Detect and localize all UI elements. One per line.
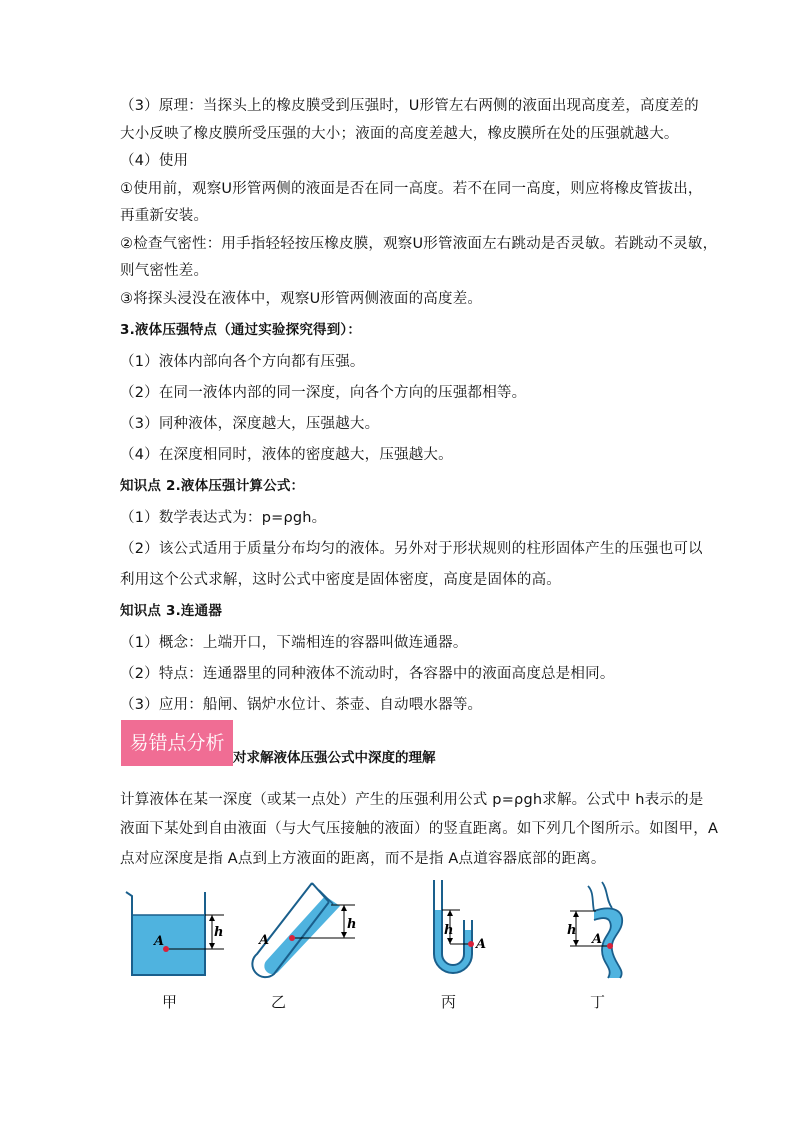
text-line-feature-3: （3）同种液体，深度越大，压强越大。 bbox=[120, 416, 380, 432]
text-line-use-1a: ①使用前，观察U形管两侧的液面是否在同一高度。若不在同一高度，则应将橡皮管拔出， bbox=[120, 181, 703, 197]
text-line-use-3: ③将探头浸没在液体中，观察U形管两侧液面的高度差。 bbox=[120, 291, 483, 307]
text-line-formula-1: （1）数学表达式为：p=ρgh。 bbox=[120, 510, 327, 526]
figure-ding-point-label: A bbox=[592, 932, 603, 947]
error-analysis-badge: 易错点分析 bbox=[121, 720, 233, 766]
figure-yi-tilted-tube bbox=[247, 878, 372, 980]
text-line-use-heading: （4）使用 bbox=[120, 153, 189, 169]
caption-ding: 丁 bbox=[590, 993, 606, 1011]
text-line-principle-2: 大小反映了橡皮膜所受压强的大小；液面的高度差越大，橡皮膜所在处的压强就越大。 bbox=[120, 126, 679, 142]
text-line-principle-1: （3）原理：当探头上的橡皮膜受到压强时，U形管左右两侧的液面出现高度差，高度差的 bbox=[120, 98, 699, 114]
figure-ding-curved-tube bbox=[566, 878, 636, 980]
text-line-depth-3: 点对应深度是指 A点到上方液面的距离，而不是指 A点道容器底部的距离。 bbox=[120, 851, 606, 867]
caption-bing: 丙 bbox=[441, 993, 457, 1011]
figure-yi-point-label: A bbox=[259, 933, 270, 948]
figure-jia-point-label: A bbox=[154, 934, 165, 949]
figure-jia-beaker bbox=[120, 878, 230, 980]
text-line-use-2b: 则气密性差。 bbox=[120, 263, 209, 279]
figure-ding-height-label: h bbox=[567, 923, 577, 938]
figure-jia-height-label: h bbox=[214, 925, 224, 940]
text-line-formula-2a: （2）该公式适用于质量分布均匀的液体。另外对于形状规则的柱形固体产生的压强也可以 bbox=[120, 541, 703, 557]
text-line-vessel-2: （2）特点：连通器里的同种液体不流动时，各容器中的液面高度总是相同。 bbox=[120, 666, 615, 682]
text-line-feature-1: （1）液体内部向各个方向都有压强。 bbox=[120, 354, 365, 370]
text-line-vessel-1: （1）概念：上端开口，下端相连的容器叫做连通器。 bbox=[120, 635, 468, 651]
error-analysis-title: 对求解液体压强公式中深度的理解 bbox=[233, 750, 436, 766]
figure-bing-u-tube bbox=[420, 878, 500, 980]
text-line-use-1b: 再重新安装。 bbox=[120, 208, 209, 224]
text-line-feature-4: （4）在深度相同时，液体的密度越大，压强越大。 bbox=[120, 447, 453, 463]
heading-knowledge-3: 知识点 3.连通器 bbox=[120, 603, 223, 619]
text-line-feature-2: （2）在同一液体内部的同一深度，向各个方向的压强都相等。 bbox=[120, 385, 527, 401]
figure-bing-point-label: A bbox=[476, 937, 487, 952]
caption-jia: 甲 bbox=[162, 993, 178, 1011]
caption-yi: 乙 bbox=[271, 993, 287, 1011]
text-line-use-2a: ②检查气密性：用手指轻轻按压橡皮膜，观察U形管液面左右跳动是否灵敏。若跳动不灵敏， bbox=[120, 236, 718, 252]
heading-pressure-features: 3.液体压强特点（通过实验探究得到）： bbox=[120, 322, 362, 338]
figure-bing-height-label: h bbox=[444, 923, 454, 938]
figure-yi-height-label: h bbox=[347, 917, 357, 932]
text-line-depth-2: 液面下某处到自由液面（与大气压接触的液面）的竖直距离。如下列几个图所示。如图甲，A bbox=[120, 821, 719, 837]
text-line-depth-1: 计算液体在某一深度（或某一点处）产生的压强利用公式 p=ρgh求解。公式中 h表示的是 bbox=[120, 792, 704, 808]
text-line-vessel-3: （3）应用：船闸、锅炉水位计、茶壶、自动喂水器等。 bbox=[120, 697, 483, 713]
text-line-formula-2b: 利用这个公式求解，这时公式中密度是固体密度，高度是固体的高。 bbox=[120, 572, 561, 588]
heading-knowledge-2: 知识点 2.液体压强计算公式： bbox=[120, 478, 305, 494]
